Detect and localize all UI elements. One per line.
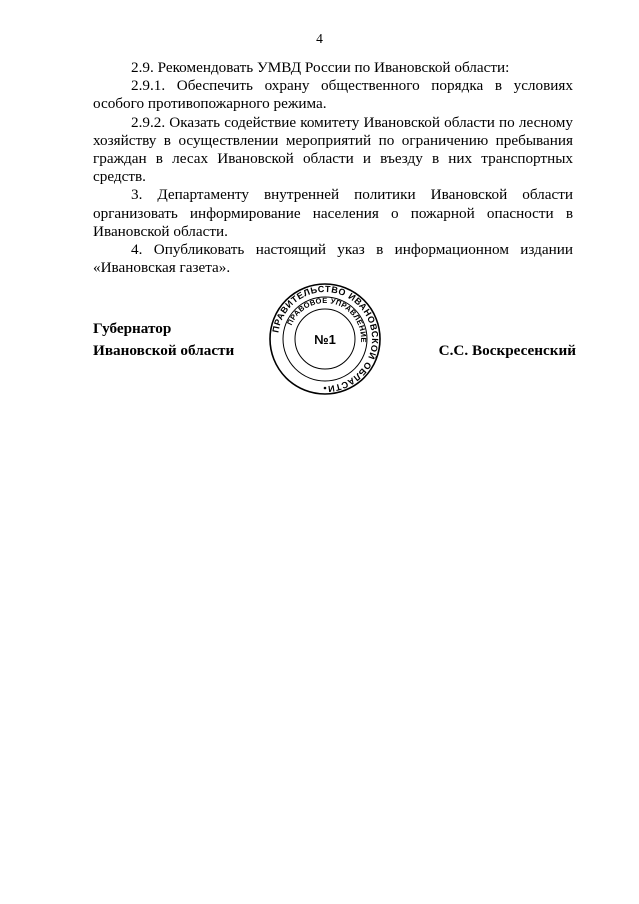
paragraph-2-9: 2.9. Рекомендовать УМВД России по Ивановской области: [131,59,510,76]
seal-number: №1 [314,332,336,347]
signature-title [93,318,234,362]
signature-title-line1: Губернатор [93,320,172,337]
paragraph-4: 4. Опубликовать настоящий указ в информационном издании «Ивановская газета». [93,241,573,277]
seal-inner-text: ПРАВОВОЕ УПРАВЛЕНИЕ [285,295,369,344]
official-seal [268,282,382,396]
document-body [93,59,573,277]
paragraph-2-9-1: 2.9.1. Обеспечить охрану общественного порядка в условиях особого противопожарного режима. [93,77,573,113]
paragraph-3: 3. Департаменту внутренней политики Ивановской области организовать информирование населения о пожарной опасности в Ивановской области. [93,186,573,240]
page-number: 4 [316,31,323,46]
signature-title-line2: Ивановской области [93,342,235,359]
seal-outer-text: ПРАВИТЕЛЬСТВО ИВАНОВСКОЙ ОБЛАСТИ [270,283,381,395]
paragraph-2-9-2: 2.9.2. Оказать содействие комитету Ивановской области по лесному хозяйству в осуществлении мероприятий по ограничению пребывания граждан в лесах Ивановской области и въезду в них транспортных средств. [93,113,573,186]
signature-name: С.С. Воскресенский [438,342,576,359]
seal-dot [324,387,327,390]
